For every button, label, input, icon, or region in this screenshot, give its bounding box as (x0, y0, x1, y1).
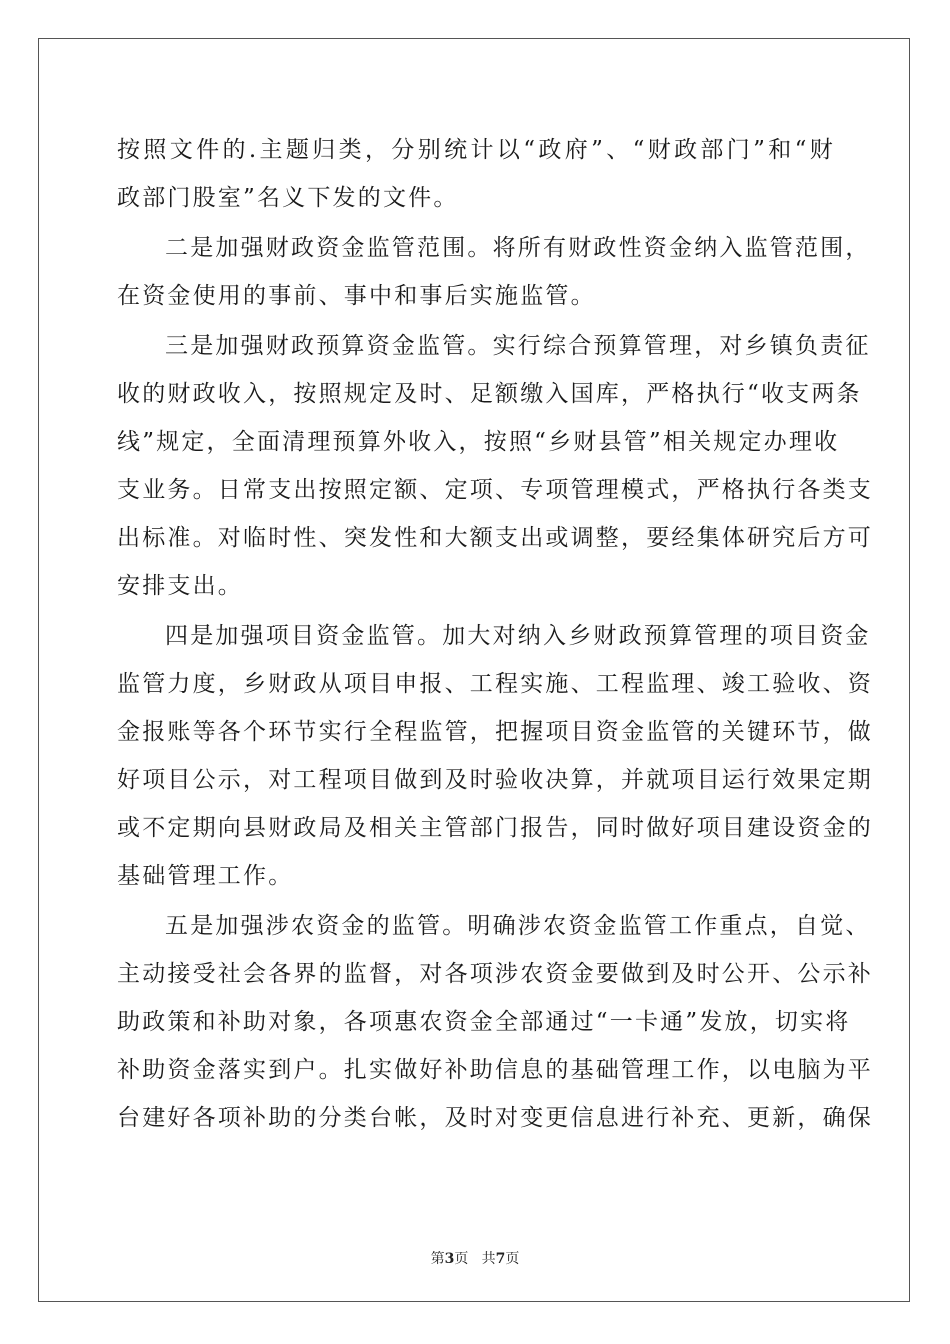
page-footer (0, 1248, 950, 1268)
text-line: 在资金使用的事前、事中和事后实施监管。 (117, 283, 596, 309)
paragraph-1 (117, 126, 835, 222)
text-line: 收的财政收入，按照规定及时、足额缴入国库，严格执行“收支两条 (117, 381, 862, 407)
document-body (117, 126, 873, 1144)
text-line: 台建好各项补助的分类台帐，及时对变更信息进行补充、更新，确保 (117, 1105, 873, 1131)
text-line: 安排支出。 (117, 573, 243, 599)
text-line: 或不定期向县财政局及相关主管部门报告，同时做好项目建设资金的 (117, 815, 873, 841)
text-line: 主动接受社会各界的监督，对各项涉农资金要做到及时公开、公示补 (117, 961, 873, 987)
text-line: 线”规定，全面清理预算外收入，按照“乡财县管”相关规定办理收 (117, 429, 840, 455)
text-line: 按照文件的.主题归类，分别统计以“政府”、“财政部门”和“财 (117, 137, 835, 163)
text-line: 助政策和补助对象，各项惠农资金全部通过“一卡通”发放，切实将 (117, 1009, 851, 1035)
total-prefix: 共 (481, 1251, 496, 1267)
text-line: 好项目公示，对工程项目做到及时验收决算，并就项目运行效果定期 (117, 767, 873, 793)
paragraph-4 (117, 612, 873, 900)
text-line: 补助资金落实到户。扎实做好补助信息的基础管理工作，以电脑为平 (117, 1057, 873, 1083)
paragraph-2 (117, 224, 871, 320)
page-current: 3 (444, 1251, 455, 1267)
text-line: 政部门股室”名义下发的文件。 (117, 185, 459, 211)
page-prefix: 第 (430, 1251, 445, 1267)
text-line: 四是加强项目资金监管。加大对纳入乡财政预算管理的项目资金 (165, 623, 871, 649)
total-suffix: 页 (505, 1251, 520, 1267)
text-line: 三是加强财政预算资金监管。实行综合预算管理，对乡镇负责征 (165, 333, 871, 359)
text-line: 二是加强财政资金监管范围。将所有财政性资金纳入监管范围， (165, 235, 871, 261)
text-line: 支业务。日常支出按照定额、定项、专项管理模式，严格执行各类支 (117, 477, 873, 503)
paragraph-5 (117, 902, 873, 1142)
text-line: 金报账等各个环节实行全程监管，把握项目资金监管的关键环节，做 (117, 719, 873, 745)
page-suffix: 页 (454, 1251, 469, 1267)
text-line: 基础管理工作。 (117, 863, 294, 889)
paragraph-3 (117, 322, 873, 610)
text-line: 监管力度，乡财政从项目申报、工程实施、工程监理、竣工验收、资 (117, 671, 873, 697)
page-total: 7 (495, 1251, 506, 1267)
text-line: 出标准。对临时性、突发性和大额支出或调整，要经集体研究后方可 (117, 525, 873, 551)
text-line: 五是加强涉农资金的监管。明确涉农资金监管工作重点，自觉、 (165, 913, 871, 939)
